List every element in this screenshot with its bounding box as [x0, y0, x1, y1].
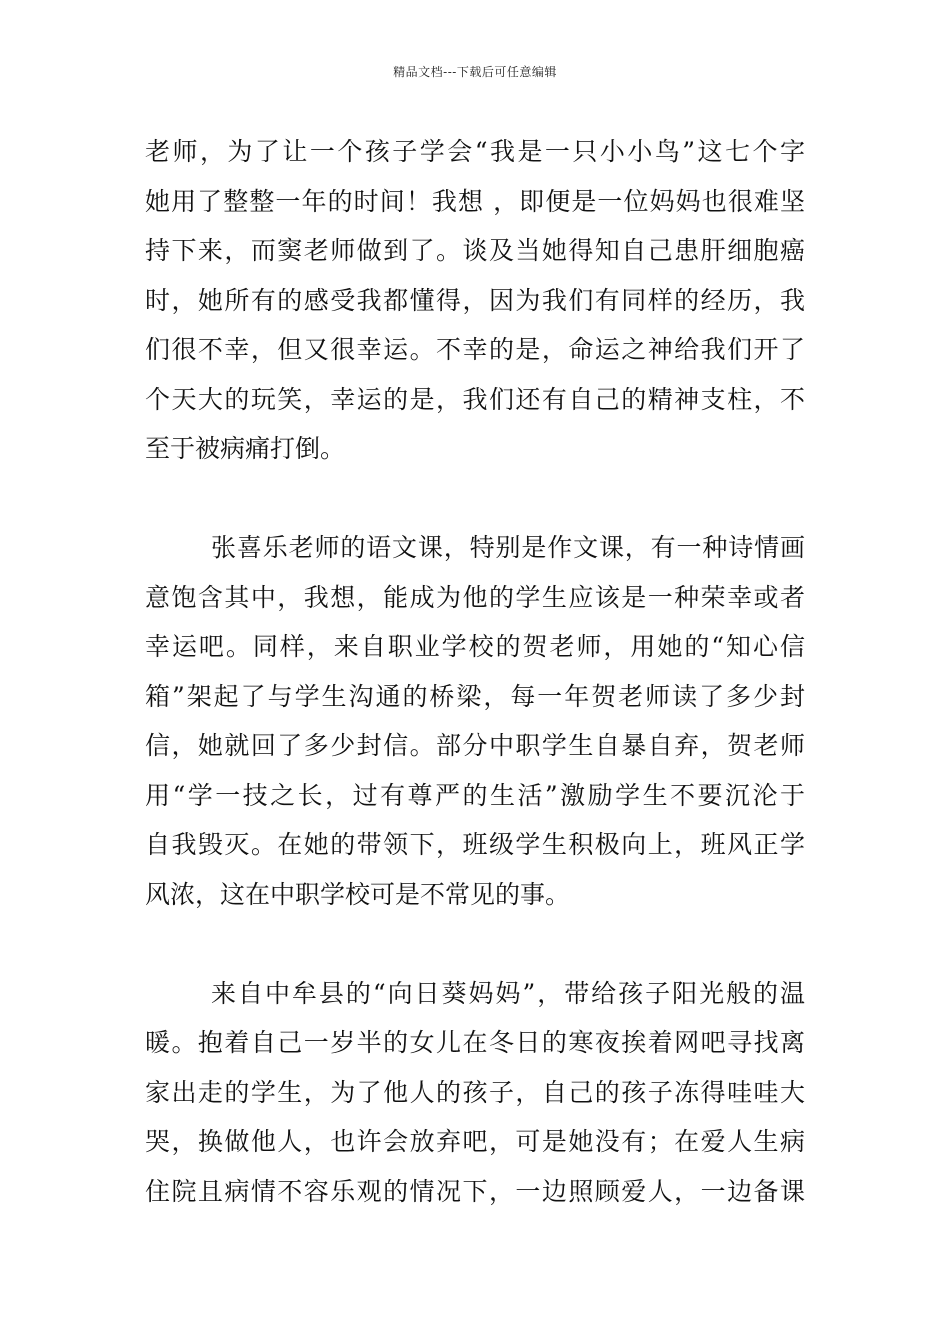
text-line: 至于被病痛打倒。	[145, 434, 346, 463]
text-line: 家出走的学生，为了他人的孩子，自己的孩子冻得哇哇大	[145, 1077, 805, 1107]
text-line: 幸运吧。同样，来自职业学校的贺老师，用她的“知心信	[145, 632, 805, 661]
paragraph-2	[145, 523, 805, 919]
text-line: 暖。抱着自己一岁半的女儿在冬日的寒夜挨着网吧寻找离	[145, 1028, 805, 1057]
text-line: 自我毁灭。在她的带领下，班级学生积极向上，班风正学	[145, 830, 805, 859]
text-line: 哭，换做他人，也许会放弃吧，可是她没有；在爱人生病	[145, 1127, 805, 1156]
page-header: 精品文档---下载后可任意编辑	[393, 65, 557, 79]
paragraph-1	[145, 127, 805, 474]
text-line: 老师，为了让一个孩子学会“我是一只小小鸟”这七个字	[145, 137, 805, 166]
paragraph-spacer	[145, 474, 805, 524]
text-line: 她用了整整一年的时间！我想 ，即便是一位妈妈也很难坚	[145, 186, 805, 216]
text-line: 风浓，这在中职学校可是不常见的事。	[145, 879, 571, 909]
paragraph-spacer	[145, 919, 805, 969]
text-line: 意饱含其中，我想，能成为他的学生应该是一种荣幸或者	[145, 582, 805, 612]
text-line: 张喜乐老师的语文课，特别是作文课，有一种诗情画	[211, 533, 805, 562]
text-line: 用“学一技之长，过有尊严的生活”激励学生不要沉沦于	[145, 780, 805, 810]
text-line: 箱”架起了与学生沟通的桥梁，每一年贺老师读了多少封	[145, 681, 805, 711]
text-line: 持下来，而窦老师做到了。谈及当她得知自己患肝细胞癌	[145, 236, 805, 265]
document-body	[145, 127, 805, 1216]
text-line: 们很不幸，但又很幸运。不幸的是，命运之神给我们开了	[145, 335, 805, 364]
text-line: 来自中牟县的“向日葵妈妈”，带给孩子阳光般的温	[211, 978, 805, 1008]
paragraph-3	[145, 969, 805, 1217]
text-line: 个天大的玩笑，幸运的是，我们还有自己的精神支柱，不	[145, 384, 805, 414]
text-line: 信，她就回了多少封信。部分中职学生自暴自弃，贺老师	[145, 731, 805, 760]
text-line: 时，她所有的感受我都懂得，因为我们有同样的经历，我	[145, 285, 805, 315]
text-line: 住院且病情不容乐观的情况下，一边照顾爱人，一边备课	[145, 1176, 805, 1206]
